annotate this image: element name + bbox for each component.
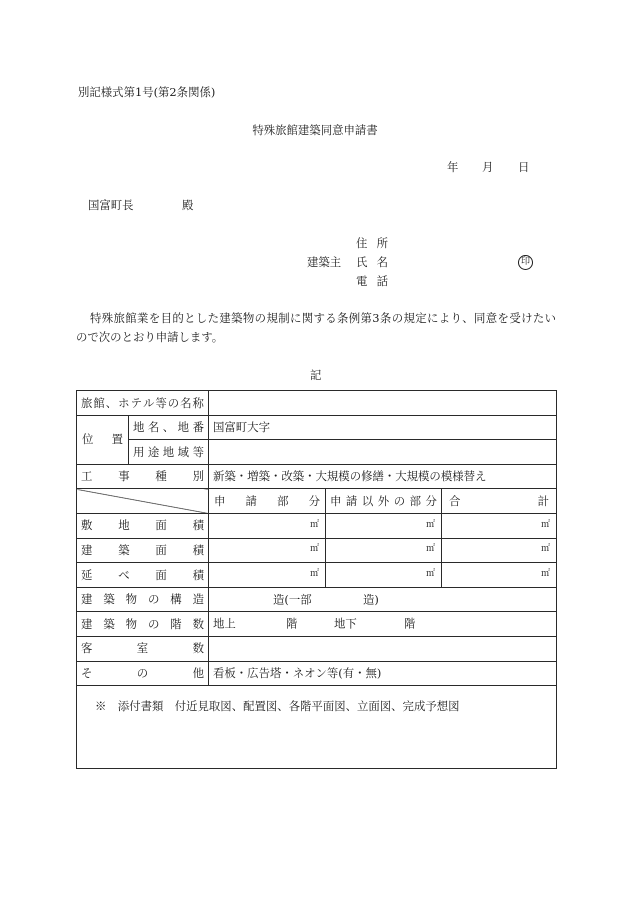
- label-char: 称: [192, 395, 204, 410]
- label-char: 計: [537, 493, 549, 508]
- area-header-applied: [214, 495, 320, 508]
- label-char: 分: [425, 493, 437, 508]
- label-char: 積: [192, 567, 204, 582]
- facility-name-row: [77, 391, 557, 416]
- label-char: 客: [81, 641, 93, 656]
- label-char: 域: [177, 444, 190, 459]
- label-char: 住: [356, 236, 368, 250]
- area-unit: ㎡: [425, 569, 435, 579]
- floor-area-total-cell: [442, 563, 557, 588]
- area-unit: ㎡: [309, 519, 319, 530]
- seal-mark: 印: [518, 255, 533, 270]
- structure-value: [209, 588, 556, 611]
- work-type-label-cell: [77, 464, 209, 489]
- structure-label-cell: [77, 587, 209, 612]
- lot-value-cell: [209, 415, 557, 440]
- area-unit: ㎡: [540, 569, 550, 579]
- zoning-label: [133, 446, 204, 459]
- building-area-applied-cell: [209, 538, 326, 563]
- other-label-cell: [77, 661, 209, 686]
- addressee-honorific: 殿: [182, 198, 194, 212]
- form-title: 特殊旅館建築同意申請書: [252, 123, 378, 137]
- label-char: 別: [192, 469, 204, 484]
- applicant-address-label: [356, 237, 388, 250]
- label-char: 電: [356, 274, 368, 288]
- label-char: 位: [82, 432, 94, 447]
- label-char: そ: [81, 666, 93, 681]
- label-char: 物: [125, 616, 138, 631]
- area-header-total: [449, 495, 549, 508]
- label-char: ル: [142, 395, 155, 410]
- label-char: の: [167, 395, 180, 410]
- statement-line-1: 特殊旅館業を目的とした建築物の規制に関する条例第3条の規定により、同意を受けたい: [90, 311, 556, 325]
- label-char: の: [147, 592, 160, 607]
- location-zoning-row: [77, 440, 557, 465]
- site-area-row: [77, 513, 557, 538]
- location-label-cell: [77, 415, 129, 464]
- label-char: 地: [162, 444, 175, 459]
- label-char: 地: [133, 420, 145, 435]
- label-char: 面: [155, 567, 167, 582]
- label-char: 築: [118, 543, 130, 558]
- area-unit: ㎡: [309, 544, 319, 555]
- floors-row: [77, 612, 557, 637]
- facility-name-label-cell: [77, 391, 209, 416]
- floor-area-applied-cell: [209, 563, 326, 588]
- date-month-label: 月: [482, 160, 494, 174]
- label-char: 途: [147, 444, 160, 459]
- area-header-row: [77, 489, 557, 514]
- location-lot-row: [77, 415, 557, 440]
- site-area-label-cell: [77, 513, 209, 538]
- label-char: 築: [103, 616, 115, 631]
- area-unit: ㎡: [540, 519, 550, 530]
- label-char: 建: [81, 592, 93, 607]
- label-char: 番: [192, 420, 204, 435]
- attachments-row: [77, 686, 557, 769]
- rooms-label: [81, 642, 204, 655]
- other-label: [81, 667, 204, 680]
- structure-row: [77, 587, 557, 612]
- label-char: 築: [103, 592, 115, 607]
- date-year-label: 年: [447, 160, 459, 174]
- floor-area-label-cell: [77, 563, 209, 588]
- label-char: 名: [376, 255, 388, 269]
- floor-area-row: [77, 563, 557, 588]
- label-char: テ: [130, 395, 142, 410]
- site-area-applied-cell: [209, 513, 326, 538]
- label-char: 構: [170, 592, 182, 607]
- area-unit: ㎡: [425, 544, 435, 555]
- site-area-other-cell: [326, 513, 442, 538]
- floors-label-cell: [77, 612, 209, 637]
- label-char: 数: [192, 616, 204, 631]
- work-type-value-cell: [209, 464, 557, 489]
- building-area-label-cell: [77, 538, 209, 563]
- label-char: 申: [214, 493, 226, 508]
- site-area-total-cell: [442, 513, 557, 538]
- label-char: 他: [192, 666, 204, 681]
- diagonal-blank-cell: [77, 489, 209, 514]
- area-header-other: [330, 495, 437, 508]
- floor-area-label: [81, 569, 204, 582]
- floors-above-label: 地上: [213, 616, 236, 631]
- label-char: ホ: [118, 395, 130, 410]
- label-char: の: [136, 666, 149, 681]
- label-char: 面: [155, 543, 167, 558]
- applicant-name-label: [356, 256, 388, 269]
- label-char: 所: [376, 236, 388, 250]
- label-char: 分: [308, 493, 320, 508]
- area-unit: ㎡: [540, 544, 550, 555]
- building-area-other-cell: [326, 538, 442, 563]
- label-char: 、: [105, 395, 118, 410]
- label-char: 工: [81, 469, 93, 484]
- date-day-label: 日: [518, 160, 530, 174]
- label-char: 部: [409, 493, 422, 508]
- label-char: 敷: [81, 518, 93, 533]
- site-area-label: [81, 519, 204, 532]
- structure-label: [81, 593, 204, 606]
- structure-value-start: 造(一部: [273, 592, 312, 607]
- area-unit: ㎡: [425, 519, 435, 530]
- label-char: 地: [118, 518, 130, 533]
- label-char: 数: [192, 641, 204, 656]
- form-number: 別記様式第1号(第2条関係): [78, 85, 216, 99]
- area-unit: ㎡: [309, 569, 319, 579]
- work-type-value: 新築・増築・改築・大規模の修繕・大規模の模様替え: [213, 469, 487, 484]
- label-char: 事: [118, 469, 130, 484]
- building-area-total-cell: [442, 538, 557, 563]
- label-char: 申: [330, 493, 342, 508]
- attachments-cell: [77, 686, 557, 769]
- building-area-label: [81, 544, 204, 557]
- label-char: 館: [93, 395, 105, 410]
- label-char: 建: [81, 543, 93, 558]
- label-char: 造: [192, 592, 204, 607]
- lot-value: 国富町大字: [213, 420, 270, 435]
- floors-above-unit: 階: [286, 616, 298, 631]
- note-heading: 記: [310, 368, 322, 382]
- other-row: [77, 661, 557, 686]
- area-header-applied-cell: [209, 489, 326, 514]
- label-char: 部: [277, 493, 289, 508]
- label-char: 、: [162, 420, 175, 435]
- floors-below-label: 地下: [334, 616, 357, 631]
- other-value: 看板・広告塔・ネオン等(有・無): [213, 666, 382, 681]
- addressee-name: 国富町長: [88, 198, 134, 212]
- label-char: 名: [147, 420, 160, 435]
- floors-value-cell: [209, 612, 557, 637]
- label-char: 種: [155, 469, 167, 484]
- label-char: 積: [192, 543, 204, 558]
- floor-area-other-cell: [326, 563, 442, 588]
- floors-label: [81, 618, 204, 631]
- building-area-row: [77, 538, 557, 563]
- applicant-phone-label: [356, 275, 388, 288]
- label-char: 室: [136, 641, 149, 656]
- rooms-row: [77, 636, 557, 661]
- label-char: 階: [170, 616, 182, 631]
- label-char: 旅: [81, 395, 93, 410]
- label-char: 外: [377, 493, 390, 508]
- label-char: の: [147, 616, 160, 631]
- facility-name-label: [81, 397, 204, 410]
- work-type-row: [77, 464, 557, 489]
- facility-name-value-cell: [209, 391, 557, 416]
- zoning-label-cell: [129, 440, 209, 465]
- label-char: 合: [449, 493, 461, 508]
- rooms-value-cell: [209, 636, 557, 661]
- label-char: 話: [376, 274, 388, 288]
- label-char: 面: [155, 518, 167, 533]
- lot-label-cell: [129, 415, 209, 440]
- label-char: 建: [81, 616, 93, 631]
- location-label: [82, 433, 123, 446]
- application-table: [76, 390, 557, 769]
- label-char: 物: [125, 592, 138, 607]
- label-char: 積: [192, 518, 204, 533]
- label-char: 地: [177, 420, 190, 435]
- label-char: 請: [345, 493, 358, 508]
- label-char: 等: [155, 395, 167, 410]
- structure-value-cell: [209, 587, 557, 612]
- area-header-total-cell: [442, 489, 557, 514]
- label-char: 置: [111, 432, 123, 447]
- floors-value: [209, 613, 556, 636]
- work-type-label: [81, 470, 204, 483]
- lot-label: [133, 421, 204, 434]
- floors-below-unit: 階: [404, 616, 416, 631]
- zoning-value-cell: [209, 440, 557, 465]
- structure-value-end: 造): [363, 592, 379, 607]
- rooms-label-cell: [77, 636, 209, 661]
- label-char: べ: [118, 567, 130, 582]
- other-value-cell: [209, 661, 557, 686]
- applicant-role-label: 建築主: [307, 255, 342, 269]
- label-char: 延: [81, 567, 93, 582]
- label-char: 氏: [356, 255, 368, 269]
- area-header-other-cell: [326, 489, 442, 514]
- label-char: 名: [180, 395, 192, 410]
- label-char: の: [393, 493, 406, 508]
- label-char: 以: [361, 493, 374, 508]
- label-char: 用: [133, 444, 145, 459]
- label-char: 請: [245, 493, 257, 508]
- attachments-note: ※ 添付書類 付近見取図、配置図、各階平面図、立面図、完成予想図: [95, 699, 460, 714]
- label-char: 等: [192, 444, 204, 459]
- statement-line-2: ので次のとおり申請します。: [76, 330, 224, 344]
